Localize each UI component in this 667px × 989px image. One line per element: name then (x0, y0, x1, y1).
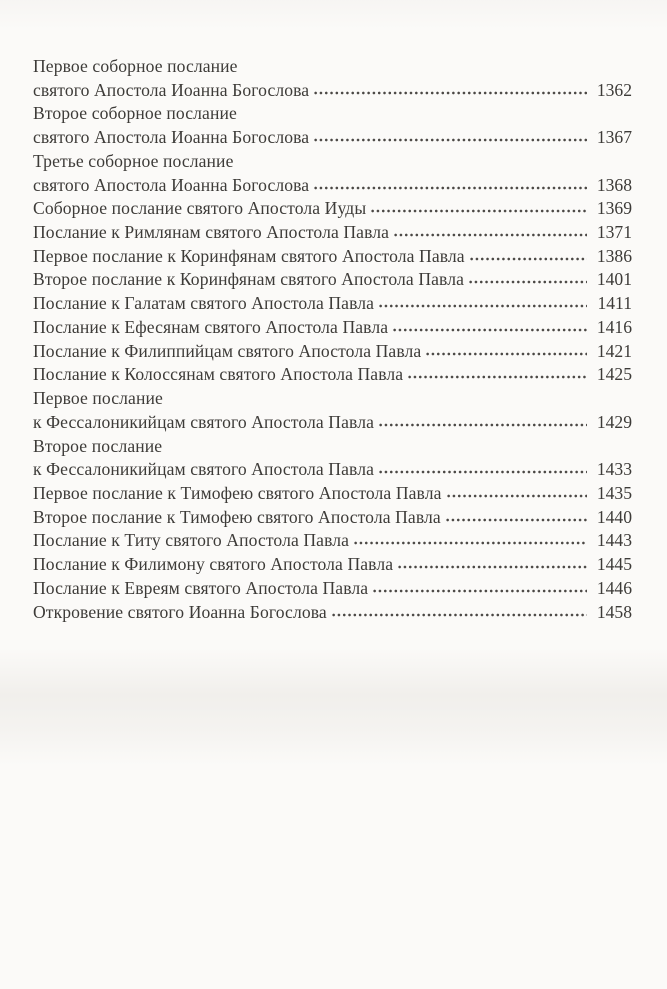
toc-entry-line (33, 55, 632, 79)
dot-leader (469, 249, 587, 262)
toc-entry-line-with-page (33, 601, 632, 625)
toc-entry-title: святого Апостола Иоанна Богослова (33, 174, 310, 195)
dot-leader (378, 462, 587, 475)
dot-leader (397, 557, 587, 570)
toc-entry-title: Откровение святого Иоанна Богослова (33, 601, 327, 622)
toc-page-number: 1369 (596, 198, 632, 219)
toc-entry-line-with-page (33, 197, 632, 221)
table-of-contents (33, 55, 632, 624)
toc-page-number: 1446 (596, 577, 632, 598)
toc-entry-line-with-page (33, 506, 632, 530)
toc-entry-title: Послание к Титу святого Апостола Павла (33, 530, 350, 551)
toc-entry-title: Послание к Филимону святого Апостола Павла (33, 554, 394, 575)
toc-entry-line (33, 387, 632, 411)
toc-entry-title: Первое послание к Коринфянам святого Апостола Павла (33, 245, 465, 266)
toc-entry-line-with-page (33, 316, 632, 340)
toc-page-number: 1371 (596, 222, 632, 243)
toc-entry-line-with-page (33, 126, 632, 150)
toc-entry (33, 197, 632, 221)
toc-entry (33, 221, 632, 245)
toc-page-number: 1443 (596, 530, 632, 551)
toc-entry (33, 316, 632, 340)
toc-page-number: 1386 (596, 245, 632, 266)
dot-leader (393, 225, 587, 238)
toc-page-number: 1440 (596, 506, 632, 527)
toc-entry-title: Второе послание к Тимофею святого Апостола Павла (33, 506, 441, 527)
toc-entry (33, 482, 632, 506)
toc-entry (33, 435, 632, 482)
dot-leader (392, 320, 587, 333)
toc-page-number: 1435 (596, 482, 632, 503)
toc-entry-title: святого Апостола Иоанна Богослова (33, 79, 310, 100)
toc-entry-line-with-page (33, 221, 632, 245)
toc-entry-title: святого Апостола Иоанна Богослова (33, 127, 310, 148)
toc-page-number: 1425 (596, 364, 632, 385)
toc-entry-title: Первое послание (33, 388, 163, 409)
toc-entry (33, 245, 632, 269)
toc-entry-line-with-page (33, 411, 632, 435)
toc-entry-title: Послание к Ефесянам святого Апостола Павла (33, 316, 389, 337)
toc-entry-title: к Фессалоникийцам святого Апостола Павла (33, 459, 374, 480)
toc-entry-title: Соборное послание святого Апостола Иуды (33, 198, 367, 219)
toc-entry (33, 387, 632, 434)
toc-entry-line (33, 150, 632, 174)
dot-leader (313, 130, 587, 143)
toc-page-number: 1445 (596, 554, 632, 575)
toc-entry-line-with-page (33, 268, 632, 292)
dot-leader (313, 83, 587, 96)
toc-entry-title: к Фессалоникийцам святого Апостола Павла (33, 411, 374, 432)
dot-leader (446, 486, 587, 499)
dot-leader (407, 367, 587, 380)
toc-entry-title: Второе соборное послание (33, 103, 237, 124)
toc-entry-line (33, 102, 632, 126)
toc-entry-title: Второе послание к Коринфянам святого Апостола Павла (33, 269, 464, 290)
toc-page-number: 1421 (596, 340, 632, 361)
toc-entry-title: Послание к Римлянам святого Апостола Павла (33, 222, 390, 243)
dot-leader (468, 272, 587, 285)
toc-entry-line-with-page (33, 292, 632, 316)
toc-entry (33, 506, 632, 530)
toc-entry-title: Послание к Колоссянам святого Апостола Павла (33, 364, 404, 385)
toc-entry-line-with-page (33, 482, 632, 506)
paper-top-shading (0, 0, 667, 30)
toc-entry (33, 150, 632, 197)
toc-entry-line-with-page (33, 577, 632, 601)
toc-page-number: 1433 (596, 459, 632, 480)
toc-entry (33, 363, 632, 387)
toc-entry (33, 292, 632, 316)
toc-entry-line-with-page (33, 363, 632, 387)
toc-entry-title: Первое соборное послание (33, 56, 238, 76)
toc-entry (33, 102, 632, 149)
toc-page-number: 1416 (596, 316, 632, 337)
toc-page-number: 1367 (596, 127, 632, 148)
toc-entry (33, 529, 632, 553)
toc-entry (33, 340, 632, 364)
dot-leader (313, 178, 587, 191)
toc-entry (33, 268, 632, 292)
toc-entry-line-with-page (33, 174, 632, 198)
toc-entry (33, 577, 632, 601)
toc-entry-line-with-page (33, 529, 632, 553)
toc-entry-line-with-page (33, 553, 632, 577)
toc-entry-line (33, 435, 632, 459)
dot-leader (425, 344, 587, 357)
toc-entry (33, 55, 632, 102)
toc-page-number: 1458 (596, 601, 632, 622)
toc-entry-title: Второе послание (33, 435, 163, 456)
toc-page-number: 1401 (596, 269, 632, 290)
toc-entry-title: Послание к Галатам святого Апостола Павла (33, 293, 375, 314)
dot-leader (331, 605, 587, 618)
toc-page-number: 1368 (596, 174, 632, 195)
paper-shading-band (0, 648, 667, 766)
toc-entry-title: Третье соборное послание (33, 150, 234, 171)
toc-entry-line-with-page (33, 458, 632, 482)
toc-entry-title: Первое послание к Тимофею святого Апостола Павла (33, 482, 442, 503)
toc-entry-line-with-page (33, 245, 632, 269)
toc-page-number: 1411 (597, 293, 632, 314)
dot-leader (445, 510, 587, 523)
toc-entry (33, 601, 632, 625)
toc-entry-line-with-page (33, 340, 632, 364)
toc-entry-line-with-page (33, 79, 632, 103)
dot-leader (372, 581, 587, 594)
dot-leader (378, 415, 587, 428)
toc-entry-title: Послание к Филиппийцам святого Апостола Павла (33, 340, 422, 361)
toc-entry-title: Послание к Евреям святого Апостола Павла (33, 577, 369, 598)
dot-leader (378, 296, 587, 309)
toc-entry (33, 553, 632, 577)
toc-page-number: 1429 (596, 411, 632, 432)
dot-leader (370, 201, 587, 214)
dot-leader (353, 533, 587, 546)
toc-page-number: 1362 (596, 79, 632, 100)
